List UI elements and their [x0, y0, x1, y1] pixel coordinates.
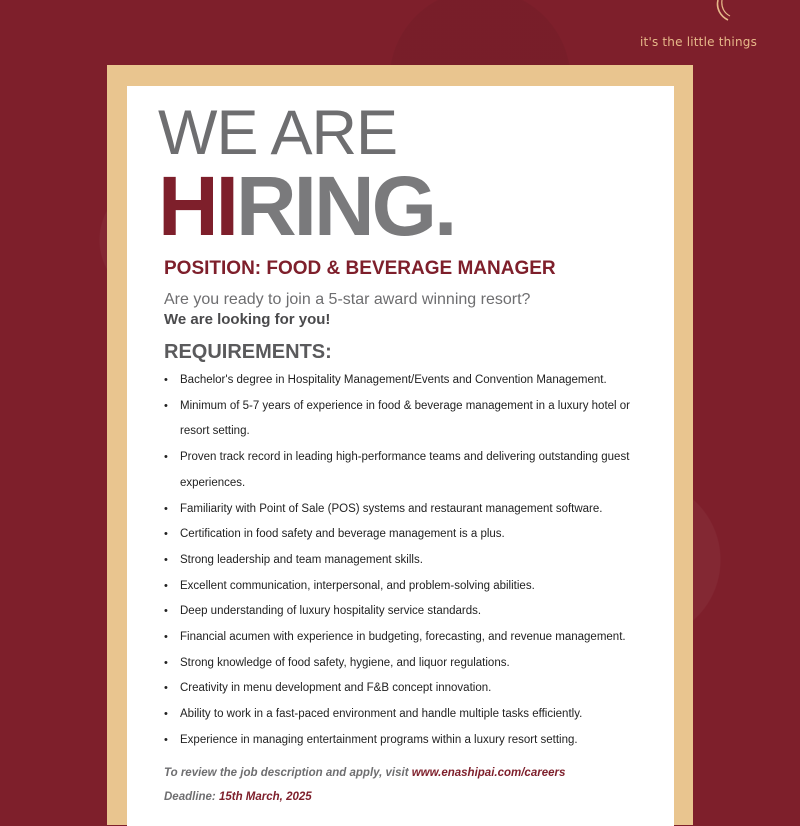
- intro-question: Are you ready to join a 5-star award winning resort?: [164, 291, 531, 308]
- requirements-list: [164, 368, 654, 754]
- headline-hiring: [158, 159, 455, 253]
- brand-tagline: it's the little things: [640, 35, 758, 49]
- headline-we-are: WE ARE: [158, 98, 398, 168]
- requirement-item: • Excellent communication, interpersonal, and problem-solving abilities.: [164, 574, 654, 600]
- requirement-item: • Strong leadership and team management skills.: [164, 548, 654, 574]
- requirement-item: • Familiarity with Point of Sale (POS) systems and restaurant management software.: [164, 497, 654, 523]
- apply-text: To review the job description and apply, visit: [164, 767, 412, 779]
- requirement-item: • Ability to work in a fast-paced environment and handle multiple tasks efficiently.: [164, 702, 654, 728]
- intro-statement: We are looking for you!: [164, 311, 331, 328]
- careers-link[interactable]: www.enashipai.com/careers: [411, 767, 566, 779]
- requirement-item: • Financial acumen with experience in budgeting, forecasting, and revenue management.: [164, 625, 654, 651]
- requirement-item: • Deep understanding of luxury hospitality service standards.: [164, 599, 654, 625]
- leaf-icon: [712, 0, 736, 22]
- requirement-item: • Experience in managing entertainment programs within a luxury resort setting.: [164, 728, 654, 754]
- apply-instructions: [164, 767, 565, 779]
- requirement-item: • Proven track record in leading high-performance teams and delivering outstanding guest experiences.: [164, 445, 654, 496]
- headline-ring: RING.: [236, 159, 455, 253]
- position-title: POSITION: FOOD & BEVERAGE MANAGER: [164, 258, 556, 279]
- requirement-item: • Creativity in menu development and F&B concept innovation.: [164, 676, 654, 702]
- requirement-item: • Certification in food safety and beverage management is a plus.: [164, 522, 654, 548]
- requirement-item: • Strong knowledge of food safety, hygiene, and liquor regulations.: [164, 651, 654, 677]
- deadline-date: 15th March, 2025: [218, 791, 312, 803]
- requirement-item: • Minimum of 5-7 years of experience in food & beverage management in a luxury hotel or resort setting.: [164, 394, 654, 445]
- deadline-label: Deadline:: [164, 791, 219, 803]
- requirement-item: • Bachelor's degree in Hospitality Management/Events and Convention Management.: [164, 368, 654, 394]
- headline-hi: HI: [158, 159, 236, 253]
- deadline: [164, 791, 312, 803]
- requirements-title: REQUIREMENTS:: [164, 341, 332, 363]
